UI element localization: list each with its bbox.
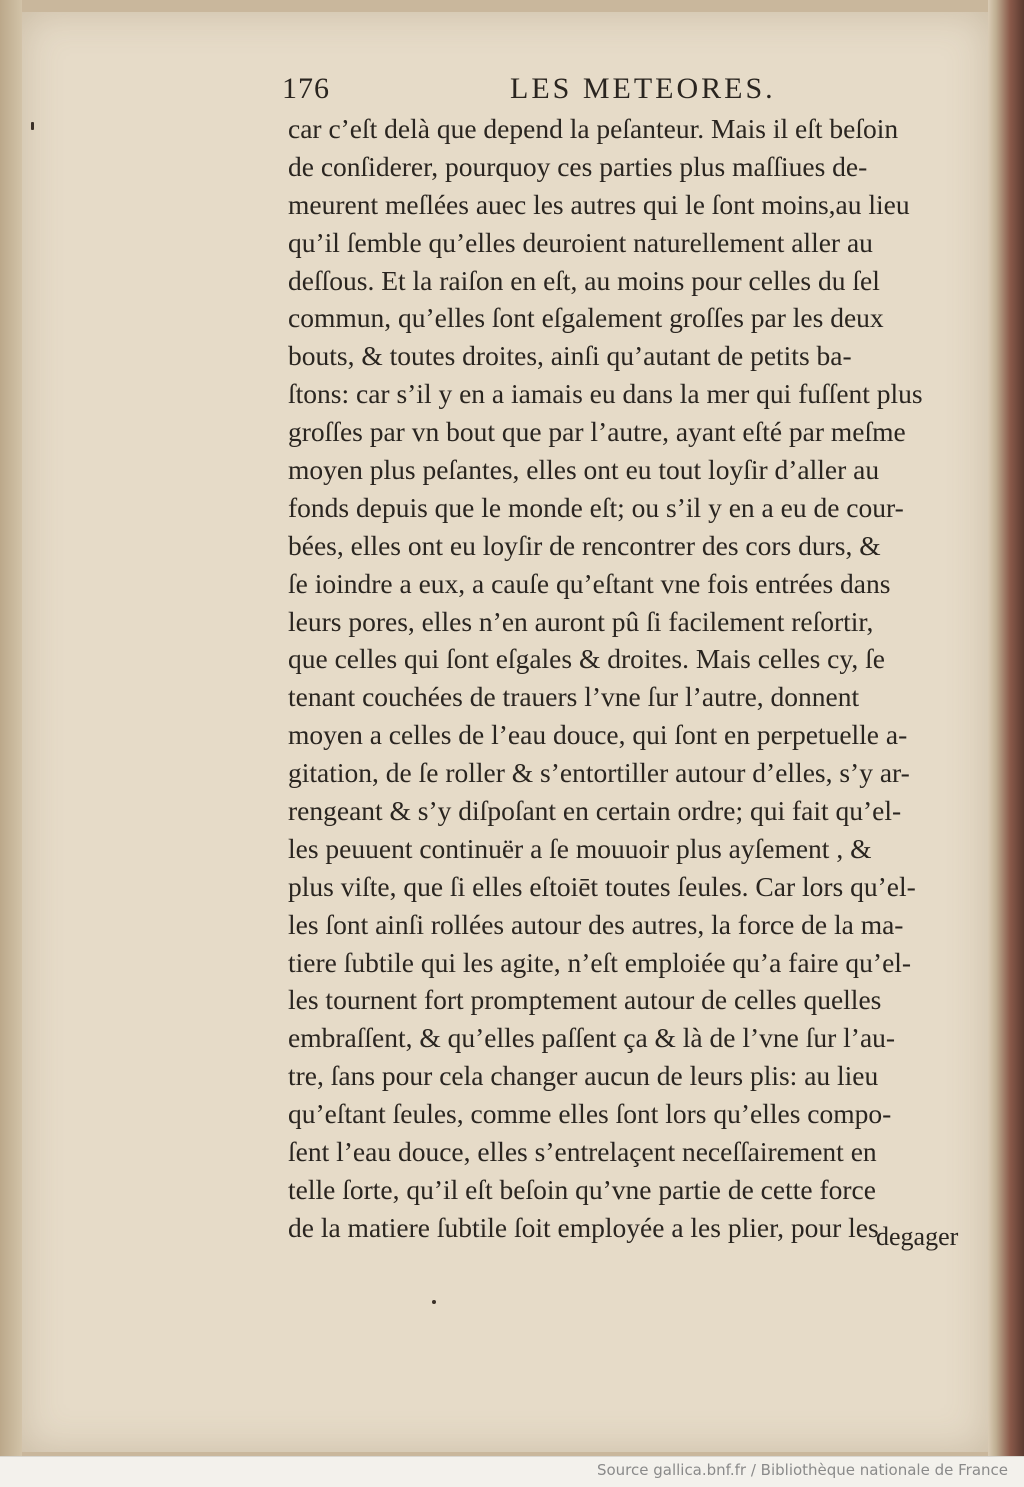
text-line: de conſiderer, pourquoy ces parties plus maſſiues de- <box>288 150 868 182</box>
text-line: telle ſorte, qu’il eſt beſoin qu’vne partie de cette force <box>288 1173 876 1205</box>
text-line: les tournent fort promptement autour de celles quelles <box>288 984 882 1016</box>
text-line: tenant couchées de trauers l’vne ſur l’autre, donnent <box>288 681 860 713</box>
source-credit-bar <box>0 1456 1024 1487</box>
catchword: degager <box>876 1222 959 1251</box>
text-line: bées, elles ont eu loyſir de rencontrer des cors durs, & <box>288 529 881 561</box>
page-header <box>282 72 802 112</box>
text-line: gitation, de ſe roller & s’entortiller autour d’elles, s’y ar- <box>288 757 910 789</box>
page-number: 176 <box>282 72 330 105</box>
text-line: tiere ſubtile qui les agite, n’eſt emploiée qu’a faire qu’el- <box>288 946 912 978</box>
text-line: ſe ioindre a eux, a cauſe qu’eſtant vne fois entrées dans <box>288 567 891 599</box>
text-line: fonds depuis que le monde eſt; ou s’il y en a eu de cour- <box>288 491 904 523</box>
text-line: les ſont ainſi rollées autour des autres, la force de la ma- <box>288 908 904 940</box>
text-line: commun, qu’elles ſont eſgalement groſſes par les deux <box>288 302 884 334</box>
text-line: leurs pores, elles n’en auront pû ſi facilement reſortir, <box>288 605 874 637</box>
body-text <box>288 110 968 1247</box>
running-title: LES METEORES. <box>510 72 776 105</box>
source-credit: Source gallica.bnf.fr / Bibliothèque nationale de France <box>596 1461 1008 1479</box>
text-line: rengeant & s’y diſpoſant en certain ordre; qui fait qu’el- <box>288 795 902 827</box>
text-line: meurent meſlées auec les autres qui le ſont moins,au lieu <box>288 188 910 220</box>
text-line: les peuuent continuër a ſe mouuoir plus ayſement , & <box>288 832 872 864</box>
text-line: de la matiere ſubtile ſoit employée a les plier, pour les <box>288 1211 879 1243</box>
text-line: tre, ſans pour cela changer aucun de leurs plis: au lieu <box>288 1060 879 1092</box>
ink-speck <box>31 122 34 130</box>
text-line: ſent l’eau douce, elles s’entrelaçent neceſſairement en <box>288 1136 877 1168</box>
text-line: que celles qui ſont eſgales & droites. Mais celles cy, ſe <box>288 643 885 675</box>
text-line: embraſſent, & qu’elles paſſent ça & là de l’vne ſur l’au- <box>288 1022 896 1054</box>
text-line: deſſous. Et la raiſon en eſt, au moins pour celles du ſel <box>288 264 880 296</box>
binding-edge-left <box>0 0 22 1456</box>
text-line: moyen plus peſantes, elles ont eu tout loyſir d’aller au <box>288 454 880 486</box>
ink-speck <box>432 1300 436 1304</box>
text-line: ſtons: car s’il y en a iamais eu dans la mer qui fuſſent plus <box>288 378 923 410</box>
text-line: qu’il ſemble qu’elles deuroient naturellement aller au <box>288 226 873 258</box>
text-line: plus viſte, que ſi elles eſtoiēt toutes ſeules. Car lors qu’el- <box>288 870 916 902</box>
text-line: bouts, & toutes droites, ainſi qu’autant de petits ba- <box>288 340 852 372</box>
text-line: moyen a celles de l’eau douce, qui ſont en perpetuelle a- <box>288 719 908 751</box>
text-line: groſſes par vn bout que par l’autre, ayant eſté par meſme <box>288 416 906 448</box>
book-edge-right <box>988 0 1024 1456</box>
text-line: car c’eſt delà que depend la peſanteur. Mais il eſt beſoin <box>288 113 899 144</box>
text-line: qu’eſtant ſeules, comme elles ſont lors qu’elles compo- <box>288 1098 892 1130</box>
